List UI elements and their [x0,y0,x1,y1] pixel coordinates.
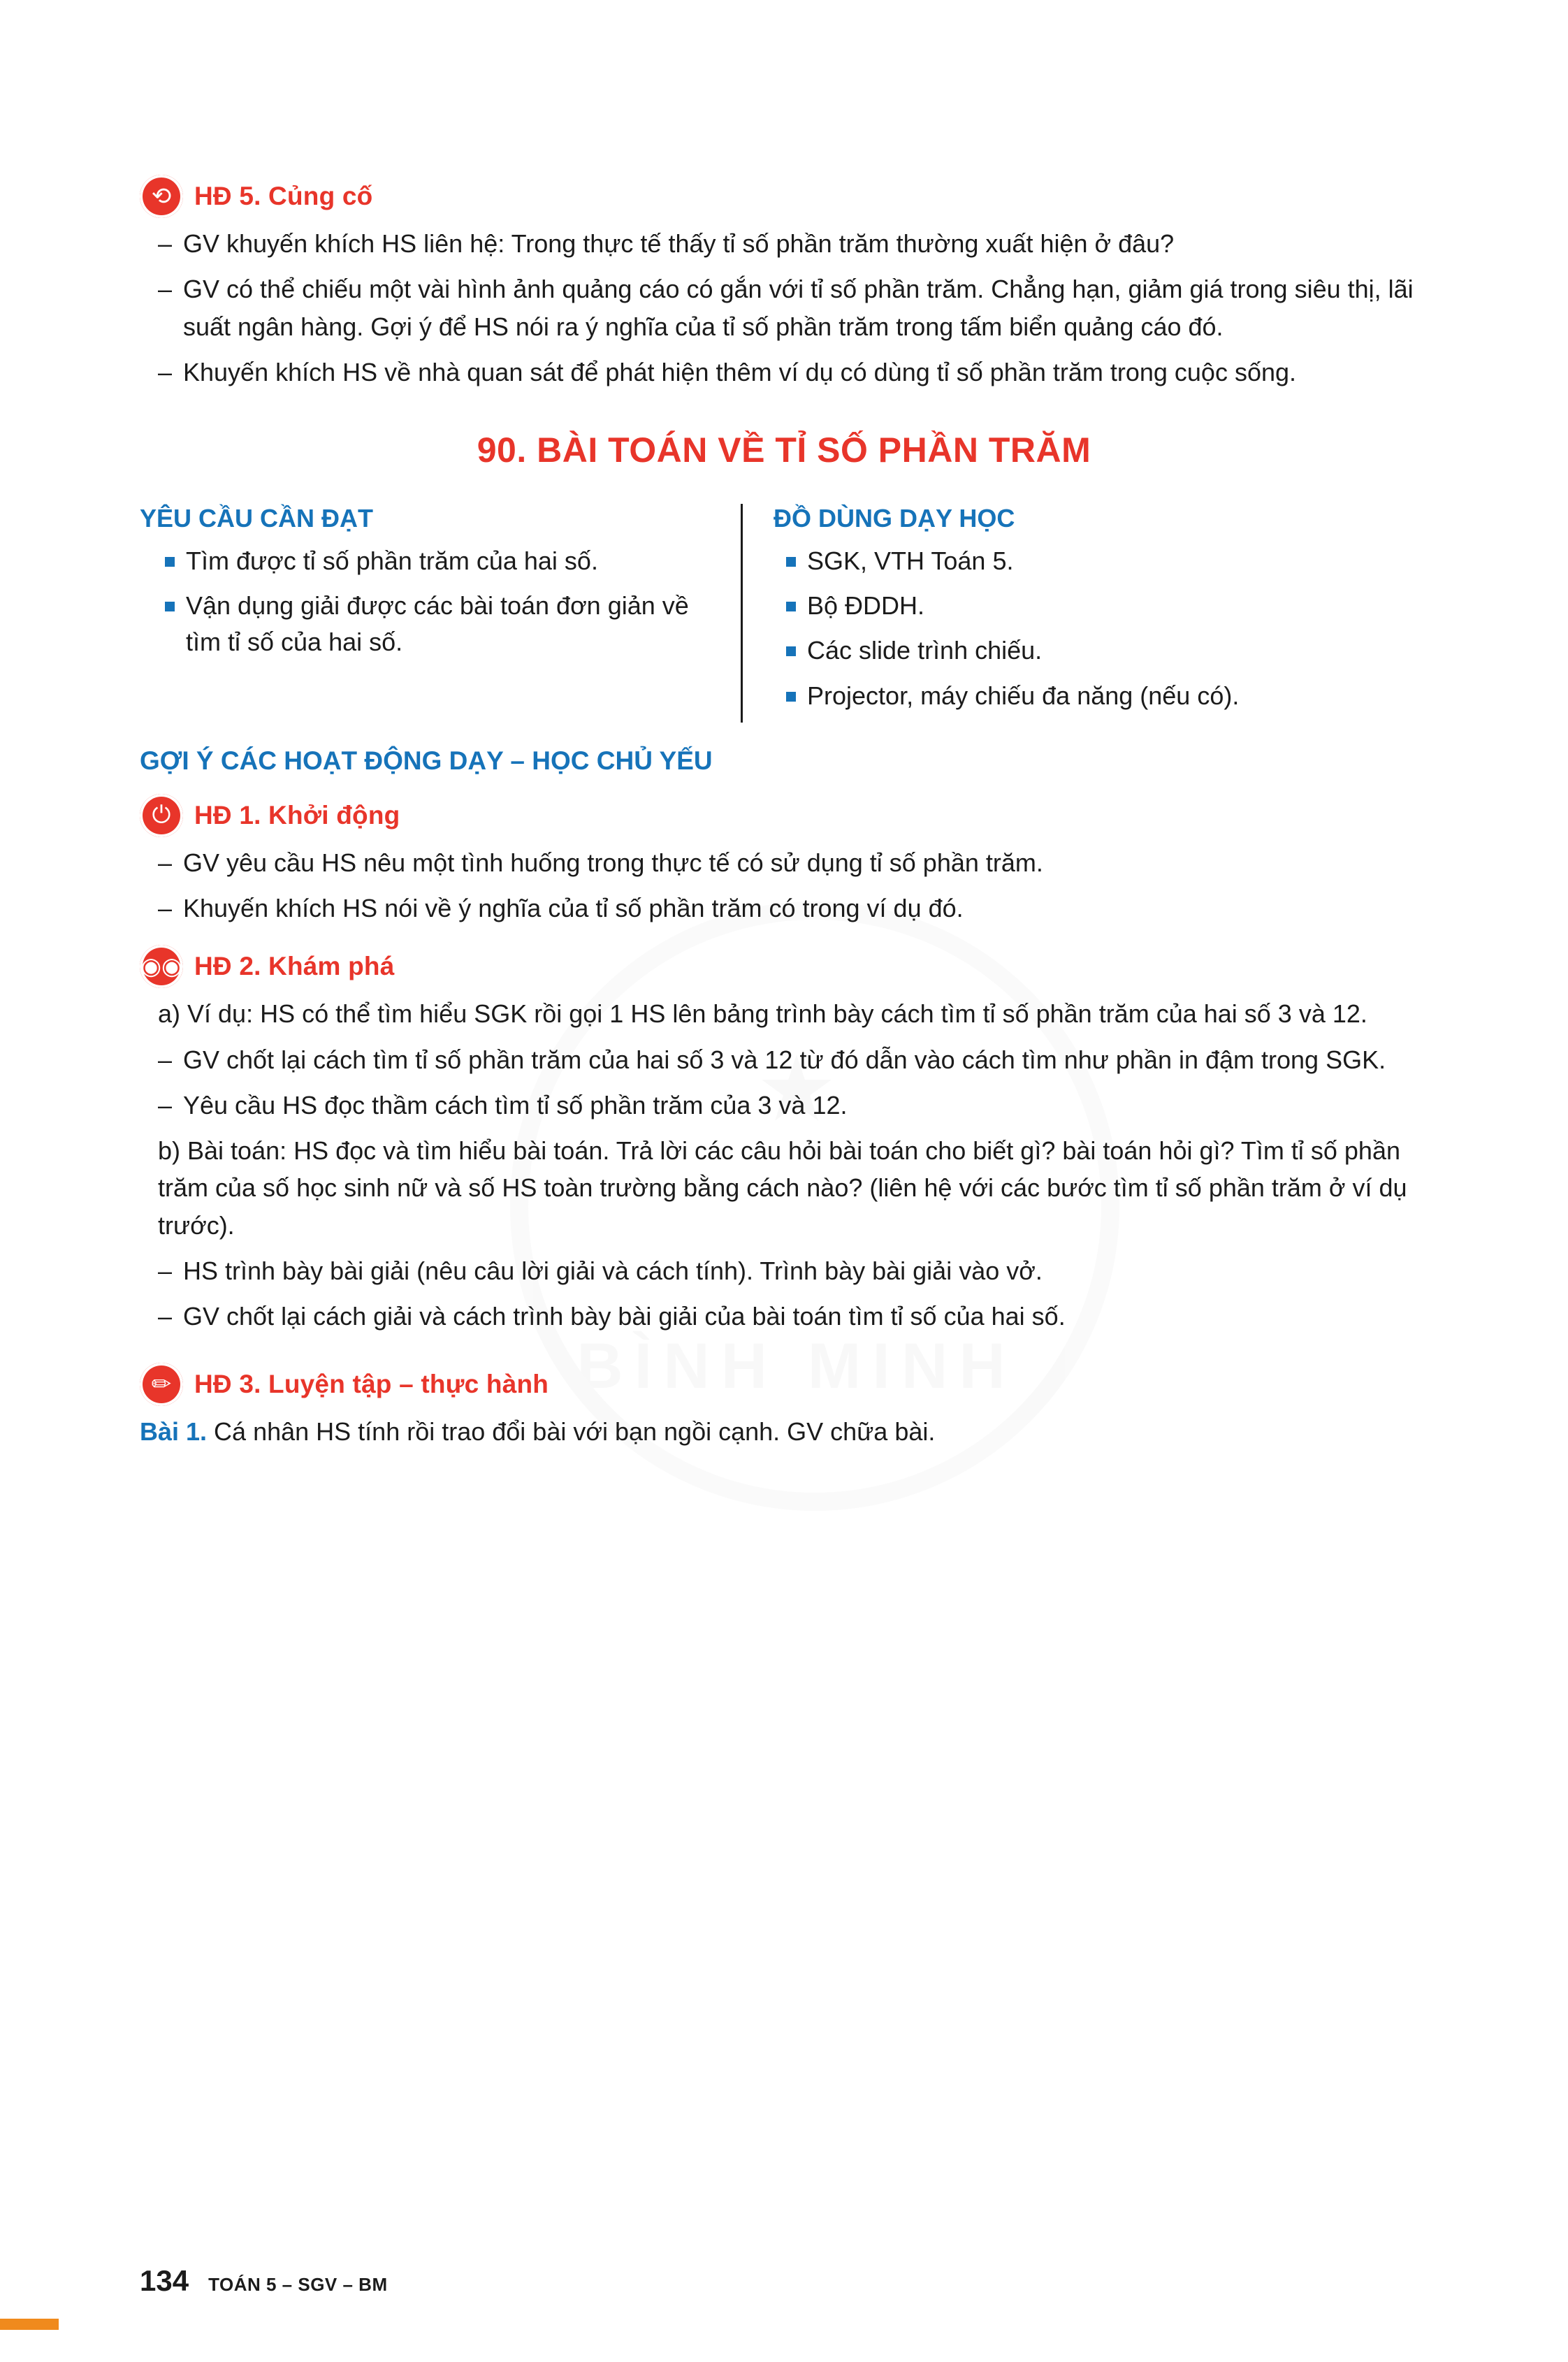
materials-heading: ĐỒ DÙNG DẠY HỌC [774,504,1015,533]
list-item: Các slide trình chiếu. [774,632,1428,669]
watermark-star-icon: ★ [755,1037,838,1140]
list-item: Bộ ĐDDH. [774,588,1428,624]
list-item: – Khuyến khích HS về nhà quan sát để phát hiện thêm ví dụ có dùng tỉ số phần trăm trong cuộc sống. [140,354,1428,391]
list-item: Tìm được tỉ số phần trăm của hai số. [140,543,720,579]
activities-heading: GỢI Ý CÁC HOẠT ĐỘNG DẠY – HỌC CHỦ YẾU [140,746,713,775]
activity-hd2-heading [140,945,1428,988]
page-content [0,175,1568,1451]
objectives-materials-section [140,504,1428,723]
activity-hd1-heading [140,794,1428,837]
page-title: 90. BÀI TOÁN VỀ TỈ SỐ PHẦN TRĂM [477,430,1091,470]
activity-hd5 [140,175,1428,391]
list-item: – GV chốt lại cách tìm tỉ số phần trăm của hai số 3 và 12 từ đó dẫn vào cách tìm như phần in đậm trong SGK. [140,1041,1428,1078]
activity-hd3-title: HĐ 3. Luyện tập – thực hành [194,1370,549,1399]
list-item: Vận dụng giải được các bài toán đơn giản về tìm tỉ số của hai số. [140,588,720,660]
footer-book-ref: TOÁN 5 – SGV – BM [208,2274,388,2295]
materials-list [774,543,1428,714]
objectives-column [140,504,741,723]
activity-hd2-paragraph-a: a) Ví dụ: HS có thể tìm hiểu SGK rồi gọi 1 HS lên bảng trình bày cách tìm tỉ số phần trăm của hai số 3 và 12. [158,999,1367,1029]
pencil-icon: ✏ [140,1363,183,1406]
materials-column [741,504,1428,723]
page-number: 134 [140,2264,189,2297]
activity-hd1-list [140,844,1428,927]
list-item: – GV chốt lại cách giải và cách trình bày bài giải của bài toán tìm tỉ số của hai số. [140,1298,1428,1335]
activity-hd2 [140,945,1428,1335]
activity-hd5-title: HĐ 5. Củng cố [194,182,373,210]
list-item: – GV yêu cầu HS nêu một tình huống trong thực tế có sử dụng tỉ số phần trăm. [140,844,1428,881]
exercise-1-text: Cá nhân HS tính rồi trao đổi bài với bạn ngồi cạnh. GV chữa bài. [207,1417,936,1447]
activity-hd2-title: HĐ 2. Khám phá [194,952,395,981]
activity-hd1 [140,794,1428,927]
objectives-list [140,543,720,661]
activity-hd2-list-a [140,1041,1428,1124]
exercise-1-label: Bài 1. [140,1417,208,1447]
activity-hd2-list-b [140,1252,1428,1335]
activity-hd3 [140,1363,1428,1450]
refresh-icon: ⟲ [140,175,183,218]
exercise-1 [140,1413,1428,1450]
activity-hd2-paragraph-b: b) Bài toán: HS đọc và tìm hiểu bài toán. Trả lời các câu hỏi bài toán cho biết gì? bài toán hỏi gì? Tìm tỉ số phần trăm của số học sinh nữ và số HS toàn trường bằng cách nào? (liên hệ với các bước tìm tỉ số phần trăm ở ví dụ trước). [158,1136,1407,1240]
list-item: – Yêu cầu HS đọc thầm cách tìm tỉ số phần trăm của 3 và 12. [140,1087,1428,1124]
list-item: – GV có thể chiếu một vài hình ảnh quảng cáo có gắn với tỉ số phần trăm. Chẳng hạn, giảm giá trong siêu thị, lãi suất ngân hàng. Gợi ý để HS nói ra ý nghĩa của tỉ số phần trăm trong tấm biển quảng cáo đó. [140,270,1428,345]
list-item: – GV khuyến khích HS liên hệ: Trong thực tế thấy tỉ số phần trăm thường xuất hiện ở đâu? [140,225,1428,262]
activity-hd5-heading [140,175,1428,218]
list-item: – HS trình bày bài giải (nêu câu lời giải và cách tính). Trình bày bài giải vào vở. [140,1252,1428,1289]
objectives-heading: YÊU CẦU CẦN ĐẠT [140,504,374,533]
list-item: – Khuyến khích HS nói về ý nghĩa của tỉ số phần trăm có trong ví dụ đó. [140,890,1428,927]
list-item: SGK, VTH Toán 5. [774,543,1428,579]
footer-accent-bar [0,2319,59,2330]
binoculars-icon: ◉◉ [140,945,183,988]
power-icon: ⏻ [140,794,183,837]
activity-hd5-list [140,225,1428,391]
activity-hd1-title: HĐ 1. Khởi động [194,800,400,829]
page-footer [0,2264,1568,2298]
list-item: Projector, máy chiếu đa năng (nếu có). [774,678,1428,714]
activity-hd3-heading [140,1363,1428,1406]
page [0,175,1568,2362]
watermark-text: BÌNH MINH [576,1330,1017,1402]
